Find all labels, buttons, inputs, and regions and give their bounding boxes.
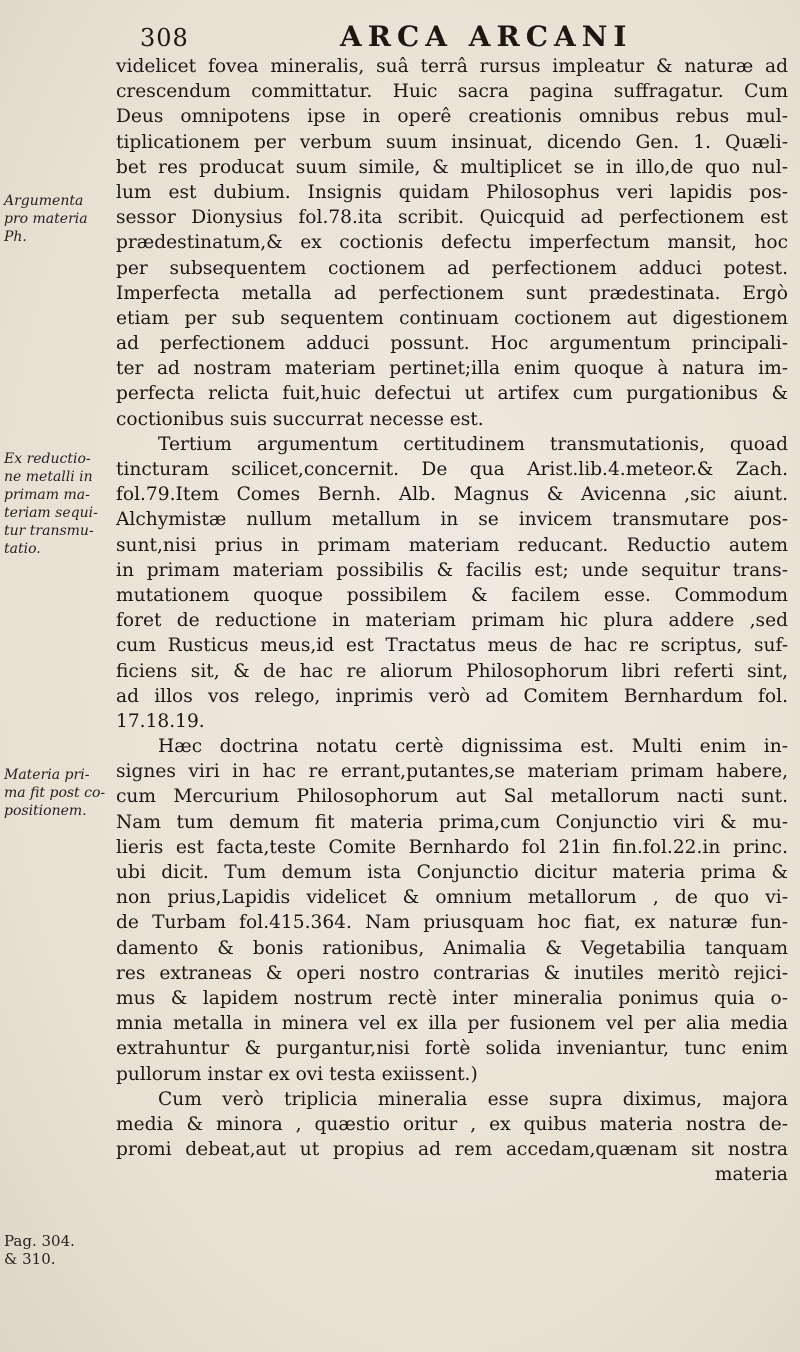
- text-line: etiam per sub sequentem continuam coctionem aut digestionem: [116, 307, 788, 329]
- marginal-line: Pag. 304.: [4, 1232, 75, 1250]
- text-line: ubi dicit. Tum demum ista Conjunctio dicitur materia prima &: [116, 862, 788, 883]
- text-line: bet res producat suum simile, & multiplicet se in illo,de quo nul-: [116, 156, 788, 178]
- text-line: fol.79.Item Comes Bernh. Alb. Magnus & Avicenna ,sic aiunt.: [116, 484, 788, 506]
- text-line: sessor Dionysius fol.78.ita scribit. Quicquid ad perfectionem est: [116, 207, 788, 229]
- text-line: Nam tum demum fit materia prima,cum Conjunctio viri & mu-: [116, 811, 788, 833]
- main-text: [116, 54, 788, 1187]
- text-line: crescendum committatur. Huic sacra pagina suffragatur. Cum: [116, 81, 788, 103]
- text-line: coctionibus suis succurrat necesse est.: [116, 408, 484, 430]
- text-line: ficiens sit, & de hac re aliorum Philosophorum libri referti sint,: [116, 660, 788, 682]
- text-line: in primam materiam possibilis & facilis est; unde sequitur trans-: [116, 559, 788, 581]
- marginal-note-argumenta: [4, 192, 110, 246]
- text-line: res extraneas & operi nostro contrarias & inutiles meritò rejici-: [116, 962, 788, 984]
- text-line: pullorum instar ex ovi testa exiissent.): [116, 1063, 478, 1085]
- text-line: cum Mercurium Philosophorum aut Sal metallorum nacti sunt.: [116, 786, 788, 808]
- running-title: ARCA ARCANI: [340, 20, 633, 53]
- marginal-line: positionem.: [4, 803, 87, 819]
- text-line: promi debeat,aut ut propius ad rem accedam,quænam sit nostra: [116, 1139, 788, 1161]
- marginal-line: primam ma-: [4, 487, 90, 503]
- text-line: de Turbam fol.415.364. Nam priusquam hoc fiat, ex naturæ fun-: [116, 912, 788, 934]
- text-line: Deus omnipotens ipse in operê creationis omnibus rebus mul-: [116, 106, 788, 128]
- marginal-line: teriam sequi-: [4, 505, 98, 521]
- text-line: tincturam scilicet,concernit. De qua Arist.lib.4.meteor.& Zach.: [116, 459, 788, 480]
- marginal-line: & 310.: [4, 1250, 56, 1268]
- text-line: videlicet fovea mineralis, suâ terrâ rursus impleatur & naturæ ad: [116, 56, 788, 77]
- text-line: mus & lapidem nostrum rectè inter mineralia ponimus quia o-: [116, 987, 788, 1009]
- text-line: damento & bonis rationibus, Animalia & Vegetabilia tanquam: [116, 937, 788, 959]
- text-line: sunt,nisi prius in primam materiam reducant. Reductio autem: [116, 534, 788, 556]
- text-line: perfecta relicta fuit,huic defectui ut artifex cum purgationibus &: [116, 383, 788, 405]
- marginal-line: tur transmu-: [4, 523, 94, 539]
- text-line: lum est dubium. Insignis quidam Philosophus veri lapidis pos-: [116, 181, 788, 203]
- text-line: extrahuntur & purgantur,nisi fortè solida inveniantur, tunc enim: [116, 1038, 788, 1060]
- text-line: Hæc doctrina notatu certè dignissima est. Multi enim in-: [158, 736, 788, 758]
- text-line: per subsequentem coctionem ad perfectionem adduci potest.: [116, 257, 788, 279]
- text-line: Cum verò triplicia mineralia esse supra diximus, majora: [158, 1088, 788, 1110]
- marginal-note-pag: [4, 1232, 110, 1268]
- marginal-line: Ex reductio-: [4, 451, 91, 467]
- text-line: prædestinatum,& ex coctionis defectu imperfectum mansit, hoc: [116, 232, 788, 254]
- marginal-line: Materia pri-: [4, 767, 90, 783]
- text-line: Tertium argumentum certitudinem transmutationis, quoad: [158, 433, 788, 455]
- marginal-line: tatio.: [4, 541, 41, 557]
- text-line: signes viri in hac re errant,putantes,se materiam primam habere,: [116, 761, 788, 783]
- text-line: 17.18.19.: [116, 710, 205, 732]
- text-line: ad perfectionem adduci possunt. Hoc argumentum principali-: [116, 333, 788, 355]
- text-line: non prius,Lapidis videlicet & omnium metallorum , de quo vi-: [116, 887, 788, 909]
- text-line: Imperfecta metalla ad perfectionem sunt prædestinata. Ergò: [116, 282, 788, 304]
- text-line: cum Rusticus meus,id est Tractatus meus de hac re scriptus, suf-: [116, 635, 788, 657]
- marginal-line: pro materia: [4, 211, 88, 227]
- text-line: media & minora , quæstio oritur , ex quibus materia nostra de-: [116, 1113, 788, 1135]
- text-line: ad illos vos relego, inprimis verò ad Comitem Bernhardum fol.: [116, 685, 788, 707]
- marginal-line: ne metalli in: [4, 469, 93, 485]
- page-header: [140, 20, 780, 54]
- marginal-note-materia: [4, 766, 110, 820]
- page-number: 308: [140, 24, 189, 52]
- text-line: foret de reductione in materiam primam hic plura addere ,sed: [116, 610, 788, 632]
- marginal-note-reductio: [4, 450, 110, 558]
- text-line: Alchymistæ nullum metallum in se invicem transmutare pos-: [116, 509, 788, 531]
- text-line: mutationem quoque possibilem & facilem esse. Commodum: [116, 584, 788, 606]
- marginal-line: ma fit post co-: [4, 785, 106, 801]
- text-line: tiplicationem per verbum suum insinuat, dicendo Gen. 1. Quæli-: [116, 131, 788, 153]
- marginal-line: Argumenta: [4, 193, 84, 209]
- text-line: mnia metalla in minera vel ex illa per fusionem vel per alia media: [116, 1013, 788, 1035]
- catchword: materia: [714, 1164, 788, 1186]
- marginal-line: Ph.: [4, 229, 27, 245]
- text-line: lieris est facta,teste Comite Bernhardo fol 21in fin.fol.22.in princ.: [116, 836, 788, 858]
- text-line: ter ad nostram materiam pertinet;illa enim quoque à natura im-: [116, 358, 788, 380]
